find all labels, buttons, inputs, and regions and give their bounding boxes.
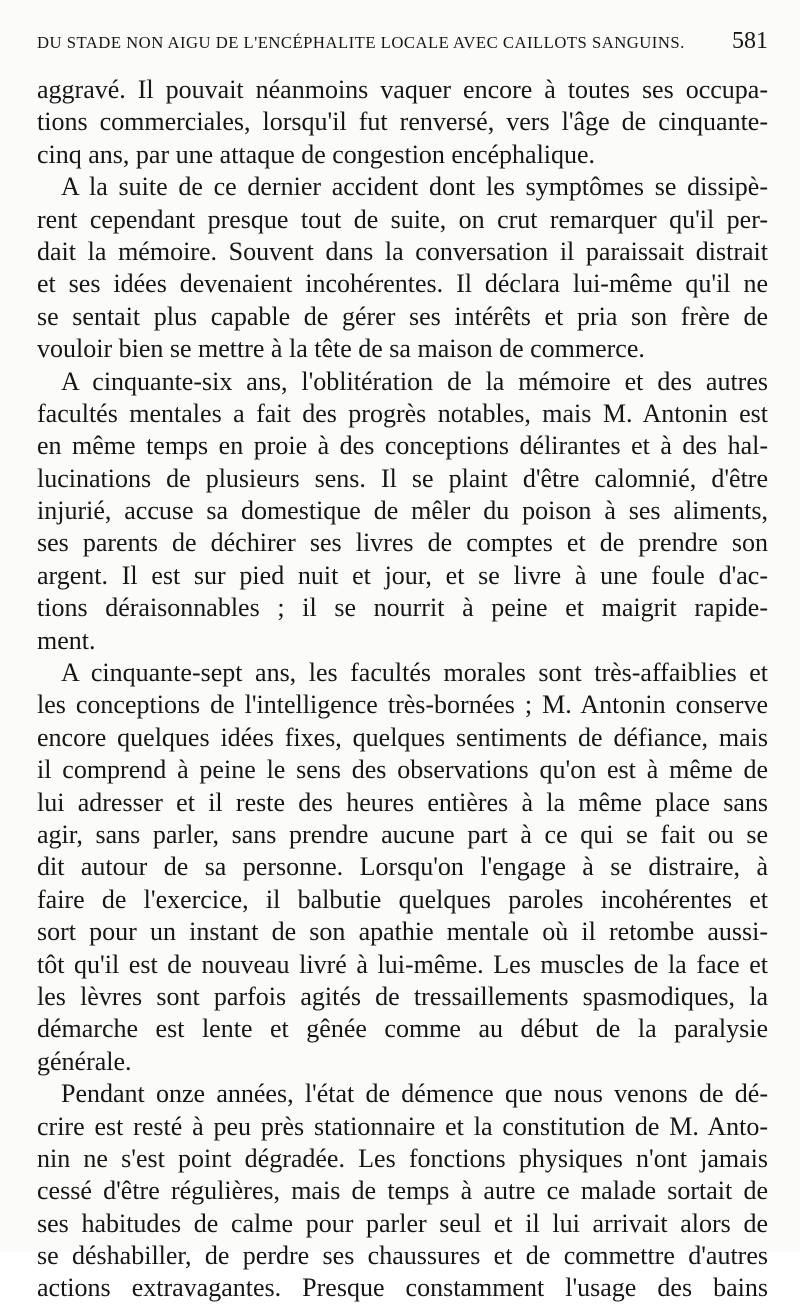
text-line: se sentait plus capable de gérer ses intérêts et pria son frère de: [37, 301, 768, 331]
text-line: ment.: [37, 625, 96, 655]
text-line: encore quelques idées fixes, quelques sentiments de défiance, mais: [37, 722, 768, 752]
text-line: agir, sans parler, sans prendre aucune part à ce qui se fait ou se: [37, 819, 768, 849]
text-line: tions déraisonnables ; il se nourrit à peine et maigrit rapide-: [37, 593, 768, 623]
text-line: vouloir bien se mettre à la tête de sa maison de commerce.: [37, 334, 645, 364]
text-line: faire de l'exercice, il balbutie quelques paroles incohérentes et: [37, 884, 768, 914]
text-line: ses parents de déchirer ses livres de comptes et de prendre son: [37, 528, 768, 558]
text-line: démarche est lente et gênée comme au début de la paralysie: [37, 1014, 768, 1044]
text-line: A cinquante-six ans, l'oblitération de la mémoire et des autres: [61, 366, 768, 396]
text-line: aggravé. Il pouvait néanmoins vaquer encore à toutes ses occupa-: [37, 75, 768, 104]
text-line: rent cependant presque tout de suite, on crut remarquer qu'il per-: [37, 204, 768, 234]
text-line: injurié, accuse sa domestique de mêler du poison à ses aliments,: [37, 496, 768, 526]
running-head: [37, 28, 768, 72]
text-line: cessé d'être régulières, mais de temps à autre ce malade sortait de: [37, 1176, 768, 1206]
text-line: argent. Il est sur pied nuit et jour, et se livre à une foule d'ac-: [37, 560, 768, 590]
text-line: nin ne s'est point dégradée. Les fonctions physiques n'ont jamais: [37, 1143, 768, 1173]
text-line: lui adresser et il reste des heures entières à la même place sans: [37, 787, 768, 817]
text-line: dit autour de sa personne. Lorsqu'on l'engage à se distraire, à: [37, 852, 768, 882]
page-number: 581: [732, 28, 768, 54]
text-line: tions commerciales, lorsqu'il fut renversé, vers l'âge de cinquante-: [37, 107, 768, 137]
text-line: et ses idées devenaient incohérentes. Il déclara lui-même qu'il ne: [37, 269, 768, 299]
text-line: il comprend à peine le sens des observations qu'on est à même de: [37, 755, 768, 785]
text-line: facultés mentales a fait des progrès notables, mais M. Antonin est: [37, 398, 768, 428]
text-line: sort pour un instant de son apathie mentale où il retombe aussi-: [37, 917, 768, 947]
running-title: DU STADE NON AIGU DE L'ENCÉPHALITE LOCALE AVEC CAILLOTS SANGUINS.: [37, 33, 685, 52]
text-line: actions extravagantes. Presque constamment l'usage des bains: [37, 1273, 768, 1303]
text-line: Pendant onze années, l'état de démence que nous venons de dé-: [61, 1079, 768, 1109]
text-line: A cinquante-sept ans, les facultés morales sont très-affaiblies et: [61, 658, 768, 688]
text-line: lucinations de plusieurs sens. Il se plaint d'être calomnié, d'être: [37, 463, 768, 493]
text-line: ses habitudes de calme pour parler seul et il lui arrivait alors de: [37, 1208, 768, 1238]
text-line: les conceptions de l'intelligence très-bornées ; M. Antonin conserve: [37, 690, 768, 720]
text-line: les lèvres sont parfois agités de tressaillements spasmodiques, la: [37, 981, 768, 1011]
text-line: en même temps en proie à des conceptions délirantes et à des hal-: [37, 431, 768, 461]
text-line: cinq ans, par une attaque de congestion encéphalique.: [37, 139, 596, 169]
text-line: crire est resté à peu près stationnaire et la constitution de M. Anto-: [37, 1111, 768, 1141]
text-line: générale.: [37, 1046, 132, 1076]
text-line: se déshabiller, de perdre ses chaussures et de commettre d'autres: [37, 1241, 768, 1271]
body-text: [37, 74, 768, 1305]
text-line: dait la mémoire. Souvent dans la conversation il paraissait distrait: [37, 236, 768, 266]
text-line: A la suite de ce dernier accident dont les symptômes se dissipè-: [61, 172, 768, 202]
text-line: tôt qu'il est de nouveau livré à lui-même. Les muscles de la face et: [37, 949, 768, 979]
